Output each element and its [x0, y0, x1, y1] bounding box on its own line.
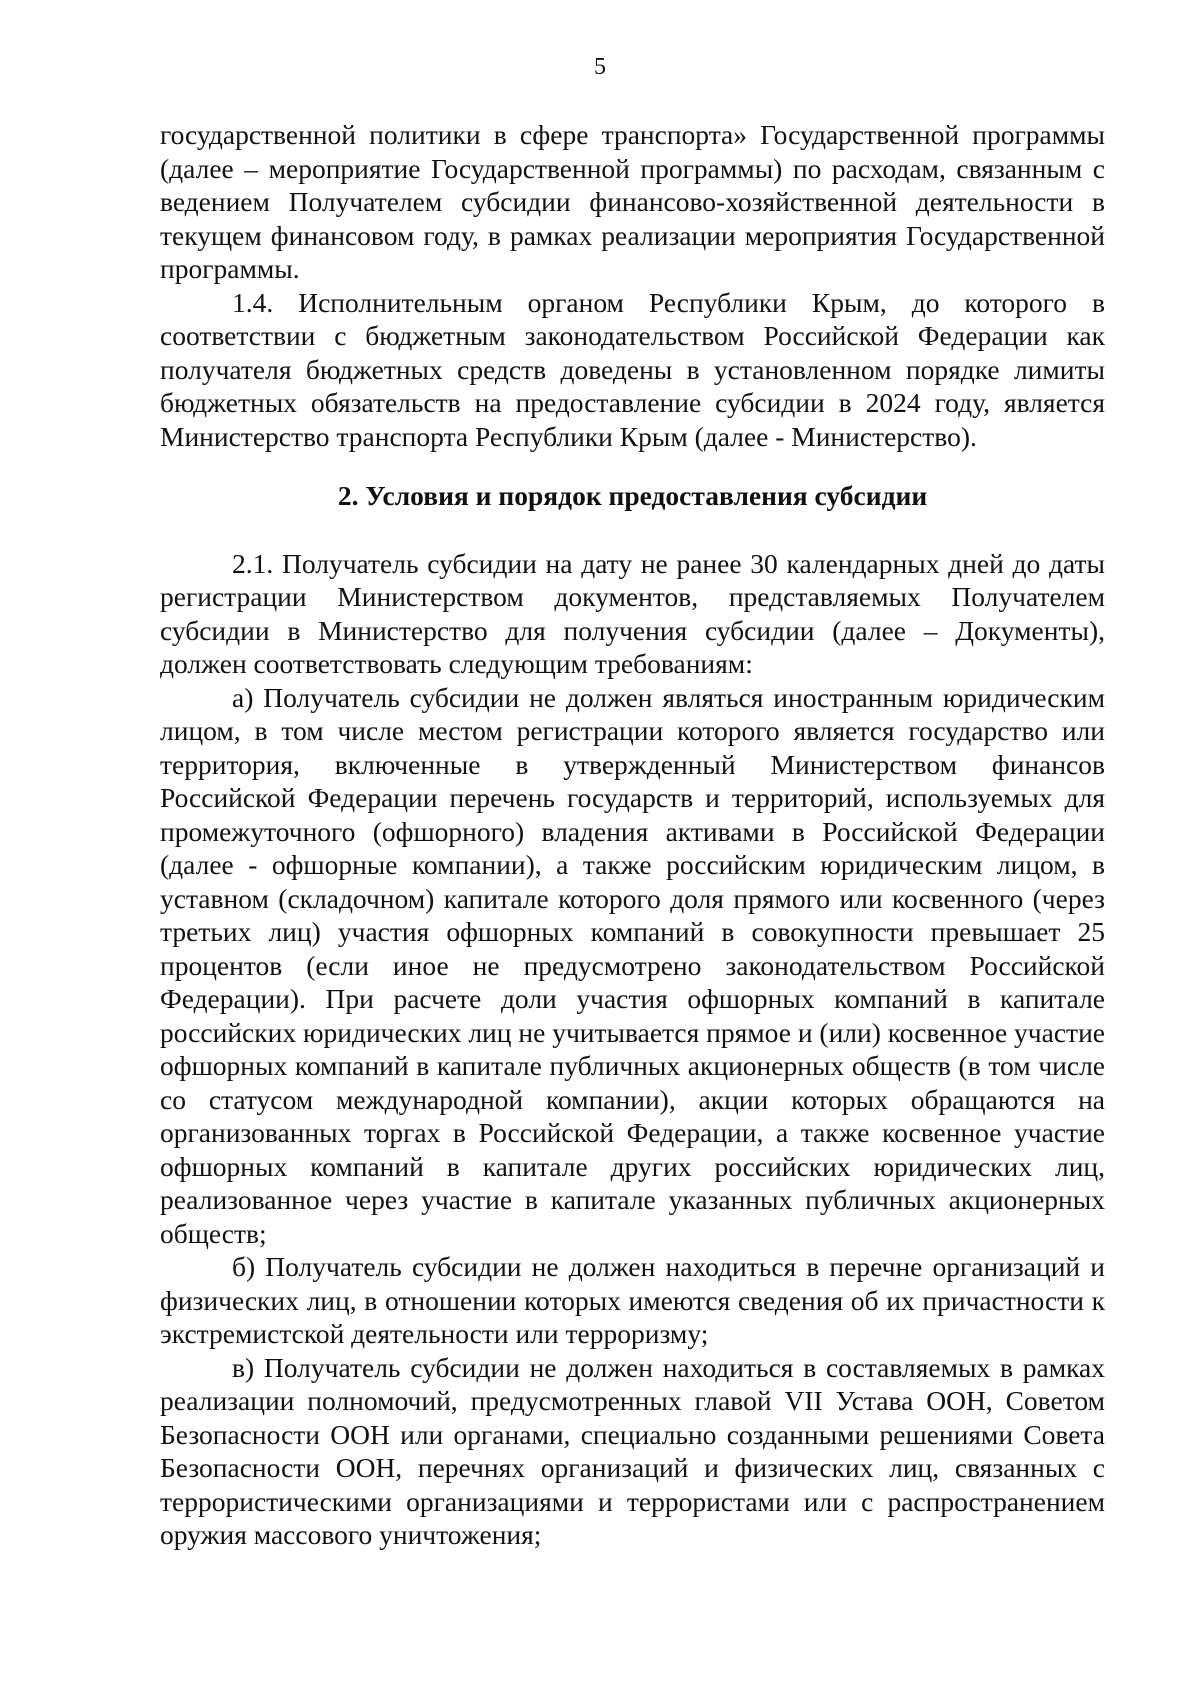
- paragraph-2-1-v: в) Получатель субсидии не должен находиться в составляемых в рамках реализации полномочий, предусмотренных главой VII Устава ООН, Советом Безопасности ООН или органами, специально созданными решениями Совета Безопасности ООН, перечнях организаций и физических лиц, связанных с террористическими организациями и террористами или с распространением оружия массового уничтожения;: [160, 1351, 1105, 1550]
- paragraph-2-1-a: а) Получатель субсидии не должен являться иностранным юридическим лицом, в том числе местом регистрации которого является государство или территория, включенные в утвержденный Министерством финансов Российской Федерации перечень государств и территорий, используемых для промежуточного (офшорного) владения активами в Российской Федерации (далее - офшорные компании), а также российским юридическим лицом, в уставном (складочном) капитале которого доля прямого или косвенного (через третьих лиц) участия офшорных компаний в совокупности превышает 25 процентов (если иное не предусмотрено законодательством Российской Федерации). При расчете доли участия офшорных компаний в капитале российских юридических лиц не учитывается прямое и (или) косвенное участие офшорных компаний в капитале публичных акционерных обществ (в том числе со статусом международной компании), акции которых обращаются на организованных торгах в Российской Федерации, а также косвенное участие офшорных компаний в капитале других российских юридических лиц, реализованное через участие в капитале указанных публичных акционерных обществ;: [160, 681, 1105, 1249]
- section-2-heading: 2. Условия и порядок предоставления субсидии: [337, 480, 928, 511]
- paragraph-continuation: государственной политики в сфере транспорта» Государственной программы (далее – мероприятие Государственной программы) по расходам, связанным с ведением Получателем субсидии финансово-хозяйственной деятельности в текущем финансовом году, в рамках реализации мероприятия Государственной программы.: [160, 119, 1105, 284]
- paragraph-2-1: 2.1. Получатель субсидии на дату не ранее 30 календарных дней до даты регистрации Министерством документов, представляемых Получателем субсидии в Министерство для получения субсидии (далее – Документы), должен соответствовать следующим требованиям:: [160, 547, 1105, 679]
- paragraph-2-1-b: б) Получатель субсидии не должен находиться в перечне организаций и физических лиц, в отношении которых имеются сведения об их причастности к экстремистской деятельности или терроризму;: [160, 1251, 1105, 1349]
- page-number: 5: [594, 54, 606, 80]
- document-body: [160, 118, 1105, 1552]
- paragraph-1-4: 1.4. Исполнительным органом Республики Крым, до которого в соответствии с бюджетным законодательством Российской Федерации как получателя бюджетных средств доведены в установленном порядке лимиты бюджетных обязательств на предоставление субсидии в 2024 году, является Министерство транспорта Республики Крым (далее - Министерство).: [160, 286, 1105, 452]
